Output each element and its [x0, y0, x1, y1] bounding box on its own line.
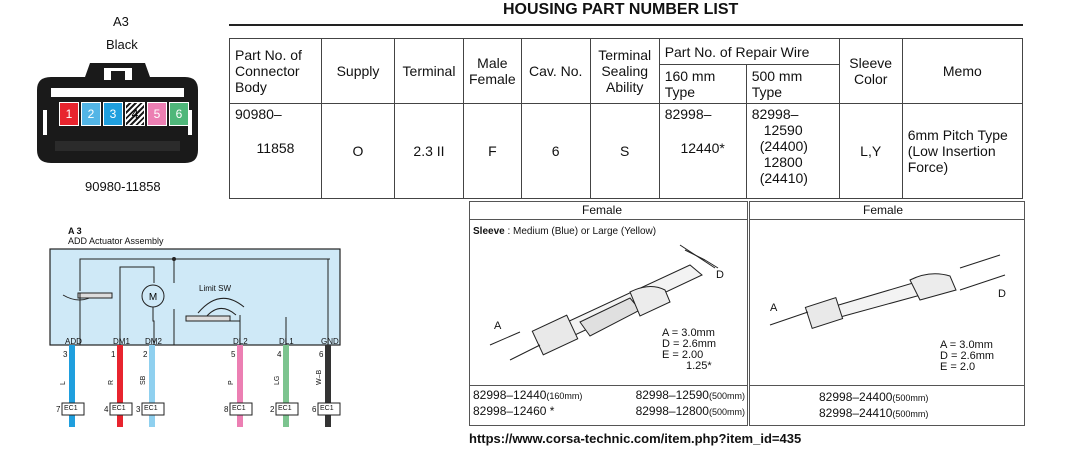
pin-cav-gnd: 6: [319, 350, 324, 359]
ec1-pin-dl1: 2: [270, 405, 275, 414]
w160-line2: 12440*: [680, 140, 725, 156]
pin-name-dl1: DL1: [279, 337, 294, 346]
connector-pin-4: 4: [125, 102, 145, 126]
pn-12590-type: (500mm): [708, 391, 745, 401]
wire-color-dm2: SB: [140, 375, 147, 385]
wire-color-add: L: [60, 381, 67, 385]
schematic-name: ADD Actuator Assembly: [68, 236, 164, 246]
ec1-label-dl2: EC1: [232, 405, 246, 412]
cell-terminal: 2.3 II: [395, 104, 464, 199]
w500-line3: (24400): [759, 138, 808, 154]
connector-id: A3: [113, 14, 129, 29]
header-memo: Memo: [902, 39, 1022, 104]
pn-12800-type: (500mm): [708, 407, 745, 417]
header-500mm: 500 mm Type: [746, 65, 839, 104]
pin-name-dm1: DM1: [113, 337, 130, 346]
title-underline: [229, 24, 1023, 26]
part-numbers-160: [473, 388, 745, 420]
header-cav-no: Cav. No.: [521, 39, 590, 104]
sleeve-value: : Medium (Blue) or Large (Yellow): [507, 226, 657, 237]
header-male-female: Male Female: [464, 39, 522, 104]
dim-a-160: A = 3.0mm: [662, 327, 715, 339]
pn-12440-type: (160mm): [546, 391, 583, 401]
ec1-pin-dm2: 3: [136, 405, 141, 414]
connector-pin-5: 5: [147, 102, 167, 126]
pin-cav-dl1: 4: [277, 350, 282, 359]
pn-24410-type: (500mm): [892, 409, 929, 419]
ec1-label-dl1: EC1: [278, 405, 292, 412]
pn-24400: 82998–24400: [819, 390, 893, 404]
dim-e-160: E = 2.00: [662, 349, 704, 361]
cell-male-female: F: [464, 104, 522, 199]
header-supply: Supply: [322, 39, 395, 104]
pn-12460: 82998–12460 *: [473, 404, 555, 418]
body-line2: 11858: [256, 140, 295, 156]
w160-line1: 82998–: [664, 106, 712, 122]
ec1-label-dm1: EC1: [112, 405, 126, 412]
connector-color: Black: [106, 37, 138, 52]
label-d-160: D: [716, 269, 724, 281]
terminal-500-drawing: [760, 250, 1020, 340]
header-terminal: Terminal: [395, 39, 464, 104]
label-d-500: D: [998, 288, 1006, 300]
header-part-no-connector-body: Part No. of Connector Body: [230, 39, 322, 104]
part-numbers-500: [819, 390, 928, 422]
table-title: HOUSING PART NUMBER LIST: [503, 1, 739, 18]
cell-sleeve-color: L,Y: [839, 104, 902, 199]
pn-24410: 82998–24410: [819, 406, 893, 420]
pin-name-dm2: DM2: [145, 337, 162, 346]
connector-pin-6: 6: [169, 102, 189, 126]
wire-color-dm1: R: [108, 379, 115, 385]
dim-d-500: D = 2.6mm: [940, 350, 995, 362]
panel-160-header-line: [469, 219, 747, 220]
cell-cav-no: 6: [521, 104, 590, 199]
pin-name-gnd: GND: [321, 337, 339, 346]
connector-pins: [59, 102, 190, 126]
housing-part-table: [229, 38, 1023, 199]
dim-e-500: E = 2.0: [940, 361, 976, 373]
pin-name-add: ADD: [65, 337, 82, 346]
panel-500-footer-line: [749, 385, 1024, 386]
sleeve-label: Sleeve: [473, 226, 505, 237]
ec1-label-dm2: EC1: [144, 405, 158, 412]
pn-12800: 82998–12800: [635, 404, 709, 418]
dims-160: [662, 328, 716, 372]
pin-cav-dm1: 1: [111, 350, 116, 359]
motor-symbol: M: [148, 292, 158, 303]
header-160mm: 160 mm Type: [659, 65, 746, 104]
limit-switch-label: Limit SW: [199, 284, 231, 293]
cell-memo: 6mm Pitch Type (Low Insertion Force): [902, 104, 1022, 199]
pin-name-dl2: DL2: [233, 337, 248, 346]
ec1-label-add: EC1: [64, 405, 78, 412]
w500-line2: 12590: [763, 122, 803, 138]
panel-500-header-line: [749, 219, 1024, 220]
pn-12440: 82998–12440: [473, 388, 547, 402]
connector-pin-1: 1: [59, 102, 79, 126]
ec1-label-gnd: EC1: [320, 405, 334, 412]
connector-pin-3: 3: [103, 102, 123, 126]
pin-cav-add: 3: [63, 350, 68, 359]
cell-wire-500: [746, 104, 839, 199]
label-a-160: A: [494, 320, 502, 332]
wire-color-dl2: P: [228, 380, 235, 385]
w500-line1: 82998–: [751, 106, 799, 122]
label-a-500: A: [770, 302, 778, 314]
pn-24400-type: (500mm): [892, 393, 929, 403]
panel-500-header: Female: [863, 203, 904, 217]
cell-connector-body: [230, 104, 322, 199]
sleeve-text: [473, 226, 656, 237]
footer-url[interactable]: https://www.corsa-technic.com/item.php?item_id=435: [469, 431, 802, 446]
header-terminal-sealing: Terminal Sealing Ability: [590, 39, 659, 104]
header-part-no-repair-wire: Part No. of Repair Wire: [659, 39, 839, 65]
cell-wire-160: [659, 104, 746, 199]
w500-line5: (24410): [759, 170, 808, 186]
schematic-id: A 3: [68, 226, 82, 236]
panel-160-header: Female: [582, 203, 623, 217]
pn-12590: 82998–12590: [635, 388, 709, 402]
header-sleeve-color: Sleeve Color: [839, 39, 902, 104]
dims-500: [940, 340, 994, 373]
dim-e2-160: 1.25*: [686, 360, 712, 372]
cell-sealing: S: [590, 104, 659, 199]
wire-color-gnd: W–B: [316, 369, 323, 385]
wire-color-dl1: LG: [274, 375, 281, 385]
ec1-pin-add: 7: [56, 405, 61, 414]
ec1-pin-dl2: 8: [224, 405, 229, 414]
body-line1: 90980–: [235, 106, 282, 122]
w500-line4: 12800: [763, 154, 803, 170]
pin-cav-dm2: 2: [143, 350, 148, 359]
ec1-pin-gnd: 6: [312, 405, 317, 414]
ec1-pin-dm1: 4: [104, 405, 109, 414]
dim-d-160: D = 2.6mm: [662, 338, 717, 350]
cell-supply: O: [322, 104, 395, 199]
dim-a-500: A = 3.0mm: [940, 339, 993, 351]
panel-160-footer-line: [469, 385, 747, 386]
pin-cav-dl2: 5: [231, 350, 236, 359]
connector-part-number: 90980-11858: [85, 179, 161, 194]
connector-pin-2: 2: [81, 102, 101, 126]
